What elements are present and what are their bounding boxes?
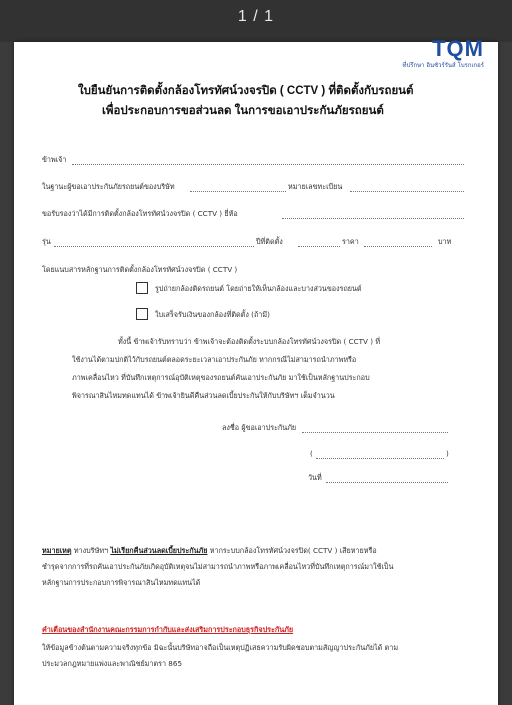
plate-label: หมายเลขทะเบียน <box>288 182 343 191</box>
note-emphasis: ไม่เรียกคืนส่วนลดเบี้ยประกันภัย <box>110 546 208 555</box>
receipt-checkbox[interactable] <box>136 308 148 320</box>
logo-mark: TQM <box>432 36 484 61</box>
note-heading: หมายเหตุ <box>42 546 72 555</box>
install-year-field[interactable] <box>298 246 340 247</box>
document-page <box>14 36 498 705</box>
name-field[interactable] <box>72 164 464 165</box>
receipt-option-label: ใบเสร็จรับเงินของกล้องที่ติดตั้ง (ถ้ามี) <box>155 310 270 319</box>
plate-field[interactable] <box>350 191 464 192</box>
price-label: ราคา <box>342 237 359 246</box>
paren-open: ( <box>310 449 313 458</box>
logo-tagline: ที่ปรึกษา อินชัวร์รันส์ โบรกเกอร์ <box>402 62 484 69</box>
note-line-2: ชำรุดจากการที่รถคันเอาประกันภัยเกิดอุบัติเหตุจนไม่สามารถนำภาพหรือภาพเคลื่อนไหวที่บันทึกเหตุการณ์มาใช้เป็น <box>42 562 394 571</box>
note-text-a: ทางบริษัทฯ <box>73 546 109 555</box>
printed-name-field[interactable] <box>316 458 444 459</box>
evidence-label: โดยแนบสารหลักฐานการติดตั้งกล้องโทรทัศน์วงจรปิด ( CCTV ) <box>42 265 238 274</box>
date-field[interactable] <box>326 482 448 483</box>
document-title-line-1: ใบยืนยันการติดตั้งกล้องโทรทัศน์วงจรปิด ( CCTV ) ที่ติดตั้งกับรถยนต์ <box>78 85 414 97</box>
name-label: ข้าพเจ้า <box>42 155 67 164</box>
signature-field[interactable] <box>302 432 448 433</box>
note-text-c: หากระบบกล้องโทรทัศน์วงจรปิด( CCTV ) เสียหายหรือ <box>209 546 377 555</box>
insurer-label: ในฐานะผู้ขอเอาประกันภัยรถยนต์ของบริษัท <box>42 182 175 191</box>
note-line-1 <box>42 546 377 557</box>
warning-line-2: ประมวลกฎหมายแพ่งและพาณิชย์มาตรา 865 <box>42 659 183 668</box>
model-field[interactable] <box>54 246 254 247</box>
paren-close: ) <box>446 449 449 458</box>
note-line-3: หลักฐานการประกอบการพิจารณาสินไหมทดแทนได้ <box>42 578 201 587</box>
warning-heading <box>42 625 293 636</box>
consent-line-4: พิจารณาสินไหมทดแทนได้ ข้าพเจ้ายินดีคืนส่วนลดเบี้ยประกันให้กับบริษัทฯ เต็มจำนวน <box>72 391 335 400</box>
install-year-label: ปีที่ติดตั้ง <box>256 237 283 246</box>
consent-line-3: ภาพเคลื่อนไหว ที่บันทึกเหตุการณ์อุบัติเหตุของรถยนต์คันเอาประกันภัย มาใช้เป็นหลักฐานประกอบ <box>72 373 370 382</box>
brand-field[interactable] <box>282 218 464 219</box>
signature-label: ลงชื่อ ผู้ขอเอาประกันภัย <box>222 423 297 432</box>
brand-label: ขอรับรองว่าได้มีการติดตั้งกล้องโทรทัศน์วงจรปิด ( CCTV ) ยี่ห้อ <box>42 209 238 218</box>
warning-heading-text: คำเตือนของสำนักงานคณะกรรมการกำกับและส่งเสริมการประกอบธุรกิจประกันภัย <box>42 625 294 634</box>
company-logo <box>402 36 484 70</box>
insurer-field[interactable] <box>190 191 286 192</box>
warning-line-1: ให้ข้อมูลข้างต้นตามความจริงทุกข้อ มิฉะนั้นบริษัทอาจถือเป็นเหตุปฏิเสธความรับผิดชอบตามสัญญาประกันภัยได้ ตาม <box>42 643 399 652</box>
photo-checkbox[interactable] <box>136 282 148 294</box>
page-counter: 1 / 1 <box>237 8 275 25</box>
currency-label: บาท <box>438 237 452 246</box>
consent-line-2: ใช้งานได้ตามปกติไว้กับรถยนต์ตลอดระยะเวลาเอาประกันภัย หากกรณีไม่สามารถนำภาพหรือ <box>72 355 357 364</box>
price-field[interactable] <box>364 246 432 247</box>
document-title-line-2: เพื่อประกอบการขอส่วนลด ในการขอเอาประกันภัยรถยนต์ <box>102 105 384 117</box>
consent-line-1: ทั้งนี้ ข้าพเจ้ารับทราบว่า ข้าพเจ้าจะต้องติดตั้งระบบกล้องโทรทัศน์วงจรปิด ( CCTV ) ที่ <box>118 337 381 346</box>
date-label: วันที่ <box>308 473 322 482</box>
photo-option-label: รูปถ่ายกล้องติดรถยนต์ โดยถ่ายให้เห็นกล้องและบางส่วนของรถยนต์ <box>155 284 362 293</box>
model-label: รุ่น <box>42 237 51 246</box>
